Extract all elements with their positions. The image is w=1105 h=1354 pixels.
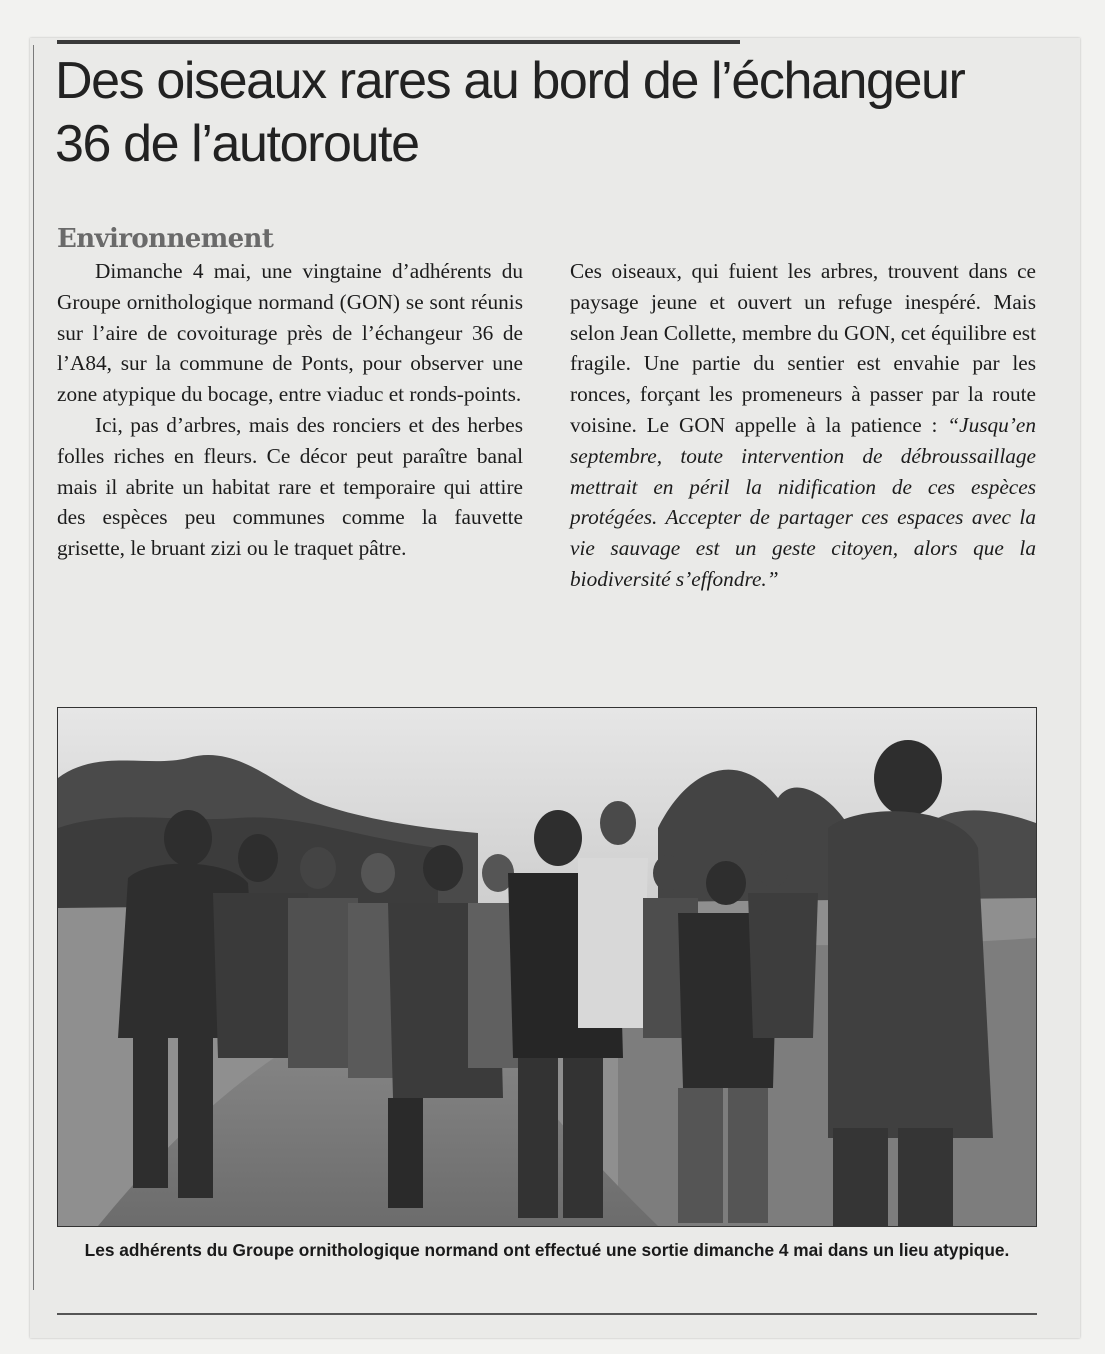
article-column-right <box>570 256 1036 595</box>
top-rule <box>57 40 740 44</box>
paragraph: Ici, pas d’arbres, mais des ronciers et des herbes folles riches en fleurs. Ce décor peut paraître banal mais il abrite un habitat rare et temporaire qui attire des espèces peu communes comme la fauvette grisette, le bruant zizi ou le traquet pâtre. <box>57 412 523 561</box>
quote: “Jusqu’en septembre, toute intervention de débroussaillage mettrait en péril la nidification de ces espèces protégées. Accepter de partager ces espaces avec la vie sauvage est un geste citoyen, alors que la biodiversité s’effondre.” <box>570 412 1037 591</box>
rubric: Environnement <box>57 224 274 254</box>
paragraph <box>570 256 1036 595</box>
paragraph-text: Ces oiseaux, qui fuient les arbres, trouvent dans ce paysage jeune et ouvert un refuge inespéré. Mais selon Jean Collette, membre du GON, cet équilibre est fragile. Une partie du sentier est envahie par les ronces, forçant les promeneurs à passer par la route voisine. Le GON appelle à la patience : <box>570 259 1036 437</box>
paragraph: Dimanche 4 mai, une vingtaine d’adhérents du Groupe ornithologique normand (GON) se sont réunis sur l’aire de covoiturage près de l’échangeur 36 de l’A84, sur la commune de Ponts, pour observer une zone atypique du bocage, entre viaduc et ronds-points. <box>57 259 523 407</box>
column-rule <box>33 45 34 1290</box>
photo-caption: Les adhérents du Groupe ornithologique normand ont effectué une sortie dimanche 4 mai dans un lieu atypique. <box>84 1240 1010 1260</box>
group-photo <box>57 707 1037 1227</box>
article-column-left <box>57 256 523 564</box>
bottom-rule <box>57 1313 1037 1315</box>
headline: Des oiseaux rares au bord de l’échangeur 36 de l’autoroute <box>55 52 965 173</box>
photo-image <box>58 708 1036 1226</box>
